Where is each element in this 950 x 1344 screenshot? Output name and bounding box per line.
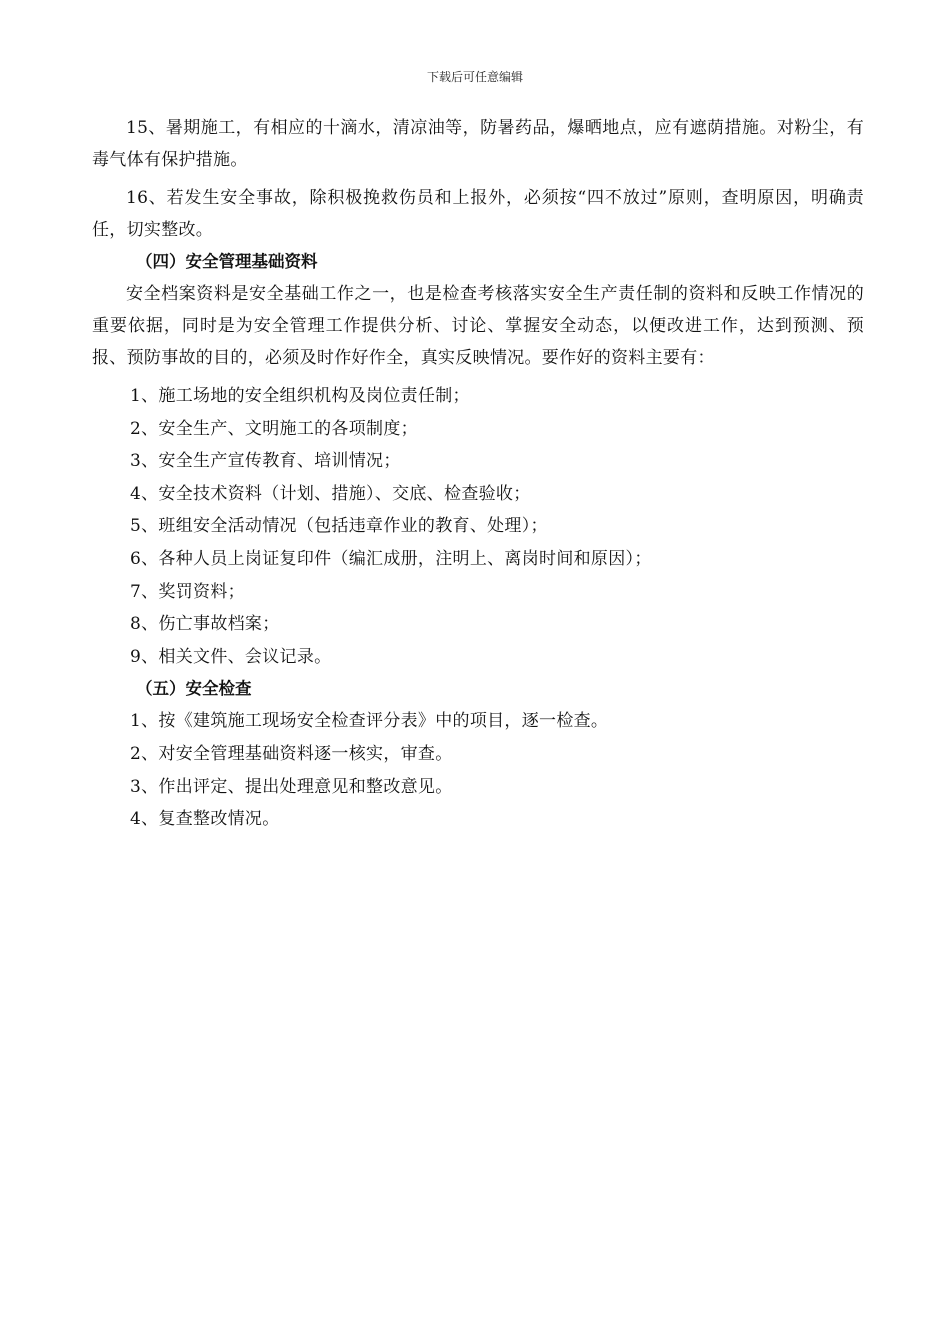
paragraph-16: 16、若发生安全事故，除积极挽救伤员和上报外，必须按“四不放过”原则，查明原因，明确责任，切实整改。: [92, 188, 864, 240]
section-5-list: [92, 705, 864, 835]
paragraph-15: 15、暑期施工，有相应的十滴水，清凉油等，防暑药品，爆晒地点，应有遮荫措施。对粉尘，有毒气体有保护措施。: [92, 118, 864, 170]
list-item: 5、班组安全活动情况（包括违章作业的教育、处理）；: [130, 516, 548, 537]
list-item: 3、安全生产宣传教育、培训情况；: [130, 451, 401, 472]
list-item: 4、复查整改情况。: [130, 809, 280, 830]
list-item: 1、按《建筑施工现场安全检查评分表》中的项目，逐一检查。: [130, 711, 609, 732]
list-item: 2、安全生产、文明施工的各项制度；: [130, 418, 418, 439]
section-5-heading: （五）安全检查: [136, 679, 252, 699]
list-item: 6、各种人员上岗证复印件（编汇成册，注明上、离岗时间和原因）；: [130, 548, 652, 569]
section-4-list: [92, 380, 864, 673]
document-body: [92, 112, 864, 836]
section-4-intro: 安全档案资料是安全基础工作之一，也是检查考核落实安全生产责任制的资料和反映工作情况的重要依据，同时是为安全管理工作提供分析、讨论、掌握安全动态，以便改进工作，达到预测、预报、预防事故的目的，必须及时作好作全，真实反映情况。要作好的资料主要有：: [92, 284, 864, 368]
section-4-heading: （四）安全管理基础资料: [136, 252, 318, 271]
list-item: 8、伤亡事故档案；: [130, 614, 280, 635]
page-header: 下载后可任意编辑: [426, 70, 523, 84]
list-item: 7、奖罚资料；: [130, 581, 245, 602]
list-item: 3、作出评定、提出处理意见和整改意见。: [130, 776, 453, 797]
list-item: 9、相关文件、会议记录。: [130, 646, 332, 667]
list-item: 4、安全技术资料（计划、措施）、交底、检查验收；: [130, 483, 531, 504]
list-item: 2、对安全管理基础资料逐一核实，审查。: [130, 743, 453, 764]
list-item: 1、施工场地的安全组织机构及岗位责任制；: [130, 386, 470, 406]
